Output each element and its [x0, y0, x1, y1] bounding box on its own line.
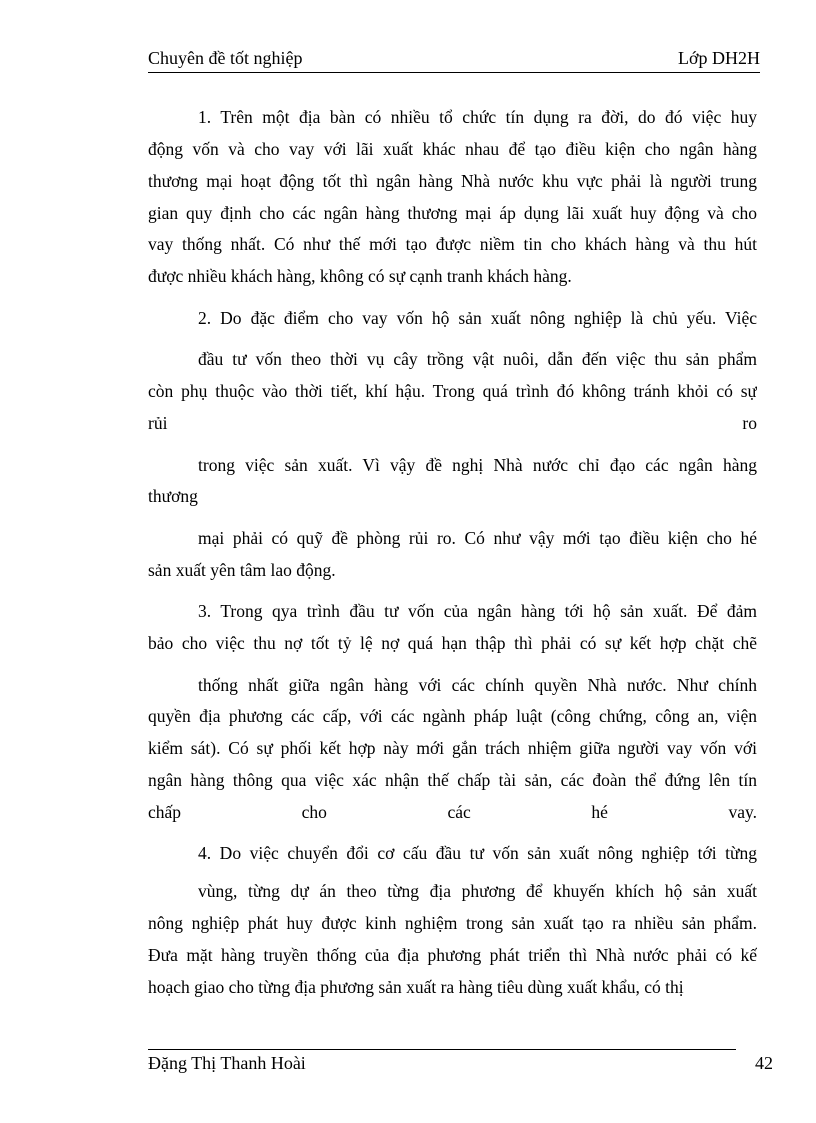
- text-line: Đưa mặt hàng truyền thống của địa phương phát triển thì Nhà nước phải có kế: [148, 945, 757, 965]
- text-line: bảo cho việc thu nợ tốt tỷ lệ nợ quá hạn thập thì phải có sự kết hợp chặt chẽ: [148, 633, 757, 653]
- text-line: được nhiều khách hàng, không có sự cạnh tranh khách hàng.: [148, 266, 572, 286]
- text-line: hoạch giao cho từng địa phương sản xuất ra hàng tiêu dùng xuất khẩu, có thị: [148, 977, 684, 997]
- text-line: 3. Trong qya trình đầu tư vốn của ngân hàng tới hộ sản xuất. Để đảm: [198, 601, 757, 621]
- text-line: 2. Do đặc điểm cho vay vốn hộ sản xuất nông nghiệp là chủ yếu. Việc: [198, 308, 757, 328]
- text-line: sản xuất yên tâm lao động.: [148, 560, 336, 580]
- class-label: Lớp DH2H: [677, 48, 760, 68]
- text-line: động vốn và cho vay với lãi xuất khác nhau để tạo điều kiện cho ngân hàng: [148, 139, 757, 159]
- text-line: vùng, từng dự án theo từng địa phương để khuyến khích hộ sản xuất: [198, 881, 757, 901]
- text-line: đầu tư vốn theo thời vụ cây trồng vật nuôi, dẫn đến việc thu sản phẩm: [198, 349, 757, 369]
- text-line: vay thống nhất. Có như thế mới tạo được niềm tin cho khách hàng và thu hút: [148, 234, 757, 254]
- author-name: Đặng Thị Thanh Hoài: [148, 1053, 306, 1073]
- text-line: gian quy định cho các ngân hàng thương mại áp dụng lãi xuất huy động và cho: [148, 203, 757, 223]
- text-line: quyền địa phương các cấp, với các ngành pháp luật (công chứng, công an, viện: [148, 706, 757, 726]
- page-number: 42: [755, 1053, 773, 1073]
- text-line: còn phụ thuộc vào thời tiết, khí hậu. Trong quá trình đó không tránh khỏi có sự: [148, 381, 757, 401]
- text-line: thống nhất giữa ngân hàng với các chính quyền Nhà nước. Như chính: [198, 675, 757, 695]
- page-header: [148, 48, 760, 73]
- text-line: thương mại hoạt động tốt thì ngân hàng Nhà nước khu vực phải là người trung: [148, 171, 757, 191]
- text-line: thương: [148, 486, 198, 506]
- text-line: rủi ro: [148, 413, 757, 433]
- text-line: 4. Do việc chuyển đổi cơ cấu đầu tư vốn sản xuất nông nghiệp tới từng: [198, 843, 757, 863]
- document-title: Chuyên đề tốt nghiệp: [148, 48, 303, 68]
- text-line: 1. Trên một địa bàn có nhiều tổ chức tín dụng ra đời, do đó việc huy: [198, 107, 757, 127]
- footer-divider: [148, 1049, 736, 1050]
- text-line: trong việc sản xuất. Vì vậy đề nghị Nhà nước chỉ đạo các ngân hàng: [198, 455, 757, 475]
- text-line: mại phải có quỹ đề phòng rủi ro. Có như vậy mới tạo điều kiện cho hé: [198, 528, 757, 548]
- text-line: chấp cho các hé vay.: [148, 802, 757, 822]
- text-line: nông nghiệp phát huy được kinh nghiệm trong sản xuất tạo ra nhiều sản phẩm.: [148, 913, 757, 933]
- text-line: ngân hàng thông qua việc xác nhận thế chấp tài sản, các đoàn thể đứng lên tín: [148, 770, 757, 790]
- text-line: kiểm sát). Có sự phối kết hợp này mới gắn trách nhiệm giữa người vay vốn với: [148, 738, 757, 758]
